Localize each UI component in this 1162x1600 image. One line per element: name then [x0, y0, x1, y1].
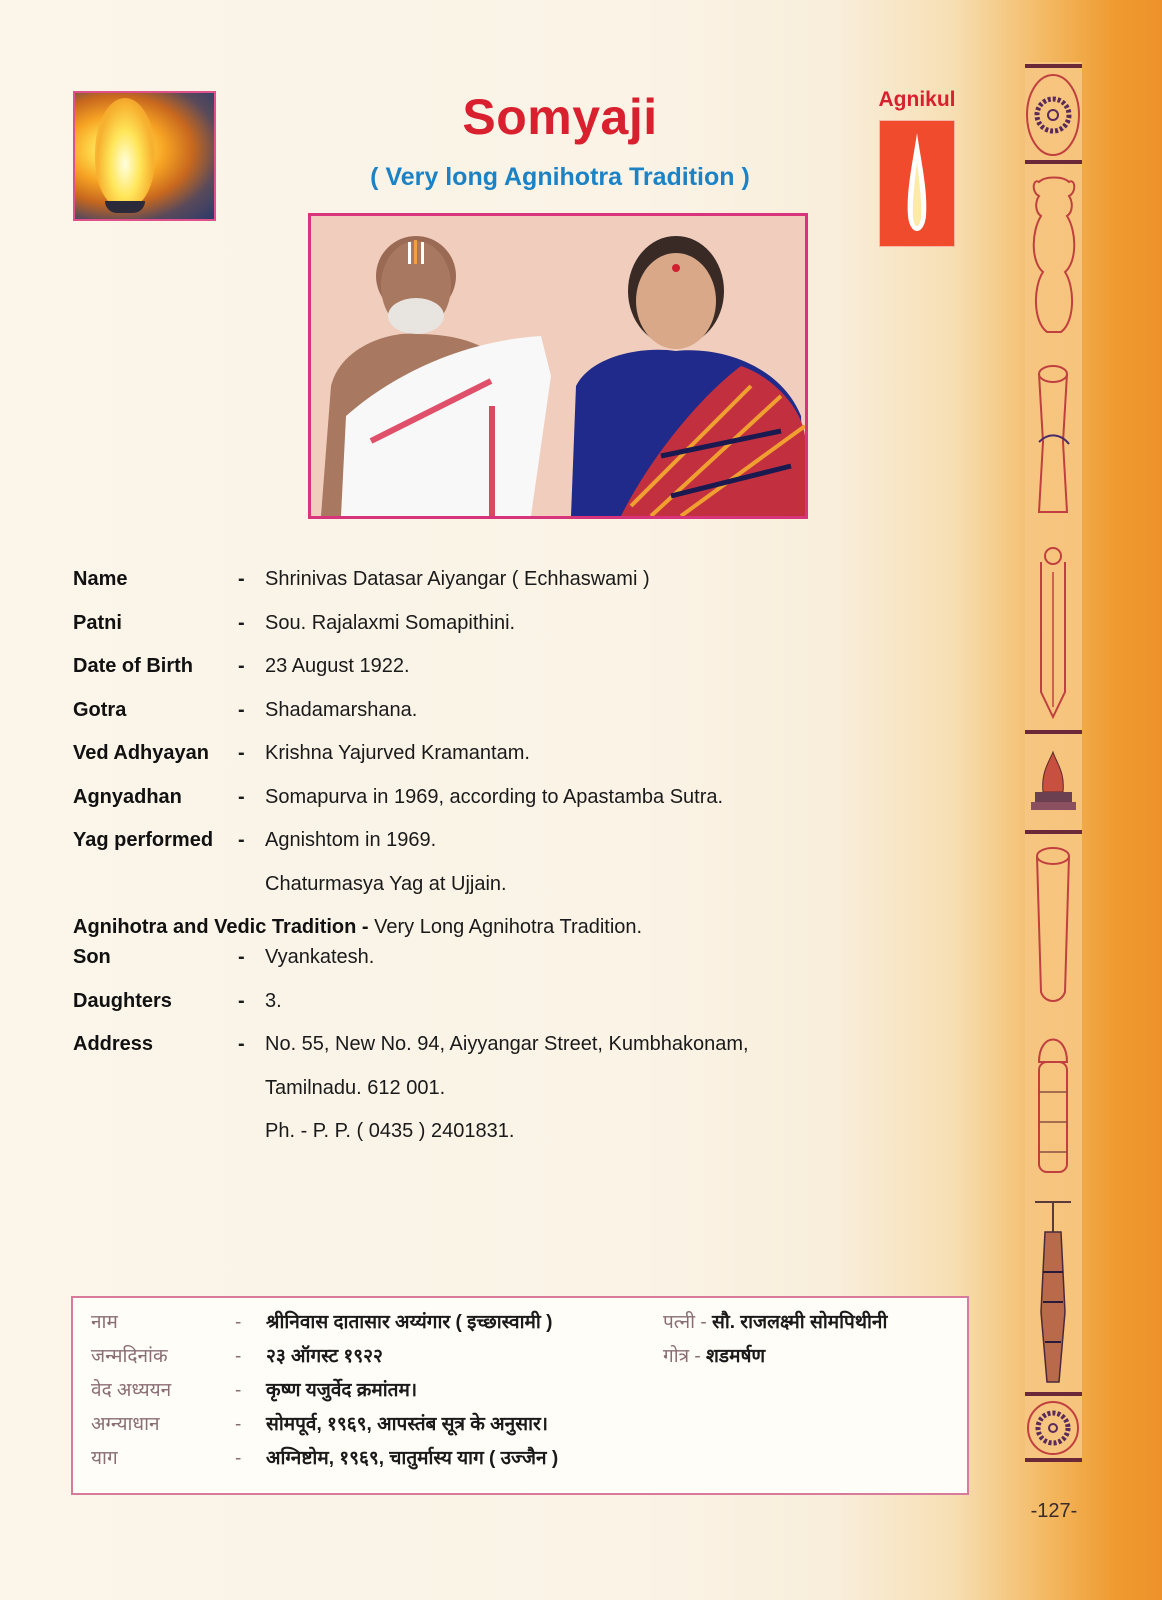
hindi-separator: -: [235, 1414, 242, 1435]
detail-label: Son: [73, 946, 111, 968]
detail-separator: -: [238, 655, 245, 677]
divider-bar: [1025, 730, 1082, 734]
page-number: -127-: [1030, 1500, 1078, 1522]
detail-separator: -: [238, 611, 245, 634]
fire-pot: [105, 201, 145, 213]
hindi-value: शडमर्षण: [706, 1346, 766, 1367]
hindi-value: अग्निष्टोम, १९६९, चातुर्मास्य याग ( उज्जैन ): [266, 1448, 559, 1469]
detail-label: Gotra: [73, 698, 127, 721]
sruk-ladle-icon: [1025, 542, 1082, 722]
hindi-label: जन्मदिनांक: [91, 1346, 168, 1367]
detail-value: Shrinivas Datasar Aiyangar ( Echhaswami ): [265, 568, 650, 590]
hindi-separator: -: [235, 1380, 242, 1401]
detail-label: Agnihotra and Vedic Tradition -: [73, 916, 369, 938]
detail-separator: -: [238, 698, 245, 721]
detail-value: Ph. - P. P. ( 0435 ) 2401831.: [265, 1120, 515, 1142]
page-title: Somyaji: [462, 89, 658, 145]
detail-label: Ved Adhyayan: [73, 742, 209, 764]
chakra-wheel-icon: [1025, 70, 1082, 160]
detail-label: Patni: [73, 611, 122, 634]
detail-value: Agnishtom in 1969.: [265, 829, 437, 851]
chakra-wheel-icon: [1025, 1400, 1082, 1456]
detail-value: Very Long Agnihotra Tradition.: [374, 916, 643, 938]
detail-label: Date of Birth: [73, 655, 193, 677]
couple-photo: [308, 213, 808, 519]
vessel-implement-icon: [1025, 172, 1082, 342]
detail-row-phone: [73, 1117, 833, 1161]
hindi-label: याग: [91, 1448, 118, 1469]
detail-label: Daughters: [73, 989, 172, 1012]
detail-row-yag-continued: [73, 870, 833, 914]
detail-row-daughters: [73, 987, 833, 1031]
detail-separator: -: [238, 989, 245, 1012]
hindi-label: पत्नी -: [663, 1312, 707, 1333]
detail-separator: -: [238, 568, 245, 590]
detail-row-tradition: [73, 913, 833, 943]
agnihotra-fire-photo: [73, 91, 216, 221]
divider-bar: [1025, 830, 1082, 834]
pestle-implement-icon: [1025, 1022, 1082, 1182]
hindi-separator: -: [235, 1448, 242, 1469]
detail-label: Name: [73, 568, 128, 590]
detail-value: Chaturmasya Yag at Ujjain.: [265, 872, 507, 895]
fire-altar-icon: [1025, 742, 1082, 822]
detail-value: 3.: [265, 989, 282, 1012]
divider-bar: [1025, 1458, 1082, 1462]
scroll-implement-icon: [1025, 362, 1082, 522]
hindi-value: सौ. राजलक्ष्मी सोमपिथीनी: [711, 1312, 888, 1333]
hindi-row-gotra: [663, 1340, 765, 1374]
divider-bar: [1025, 64, 1082, 68]
detail-value: Shadamarshana.: [265, 698, 418, 721]
churning-implement-icon: [1025, 1192, 1082, 1392]
detail-value: Vyankatesh.: [265, 946, 375, 968]
hindi-summary-box: [71, 1296, 969, 1495]
detail-separator: -: [238, 785, 245, 808]
detail-row-son: [73, 943, 833, 987]
hindi-separator: -: [235, 1346, 242, 1367]
hindi-label: नाम: [91, 1312, 118, 1333]
detail-separator: -: [238, 829, 245, 851]
hindi-value: कृष्ण यजुर्वेद क्रमांतम।: [266, 1380, 418, 1401]
details-list: [73, 565, 833, 1161]
detail-row-agnyadhan: [73, 783, 833, 827]
divider-bar: [1025, 1392, 1082, 1396]
hindi-label: गोत्र -: [663, 1346, 701, 1367]
agnikul-flame-icon: [879, 120, 955, 247]
detail-row-address-line2: [73, 1074, 833, 1118]
detail-row-ved-adhyayan: [73, 739, 833, 783]
divider-bar: [1025, 160, 1082, 164]
hindi-value: सोमपूर्व, १९६९, आपस्तंब सूत्र के अनुसार।: [266, 1414, 548, 1435]
hindi-label: वेद अध्ययन: [91, 1380, 172, 1401]
detail-row-dob: [73, 652, 833, 696]
hindi-separator: -: [235, 1312, 242, 1333]
detail-row-name: [73, 565, 833, 609]
detail-value: Krishna Yajurved Kramantam.: [265, 742, 530, 764]
cylinder-implement-icon: [1025, 842, 1082, 1012]
detail-row-yag-performed: [73, 826, 833, 870]
detail-label: Address: [73, 1033, 154, 1055]
hindi-value: २३ ऑगस्ट १९२२: [266, 1346, 383, 1367]
detail-row-patni: [73, 609, 833, 653]
detail-value: Sou. Rajalaxmi Somapithini.: [265, 611, 516, 634]
detail-value: 23 August 1922.: [265, 655, 410, 677]
detail-separator: -: [238, 946, 245, 968]
detail-separator: -: [238, 742, 245, 764]
detail-label: Yag performed: [73, 829, 214, 851]
detail-value: Somapurva in 1969, according to Apastamba Sutra.: [265, 785, 724, 808]
detail-value: Tamilnadu. 612 001.: [265, 1076, 446, 1099]
detail-row-gotra: [73, 696, 833, 740]
detail-value: No. 55, New No. 94, Aiyyangar Street, Kumbhakonam,: [265, 1033, 749, 1055]
hindi-value: श्रीनिवास दातासार अय्यंगार ( इच्छास्वामी ): [266, 1312, 553, 1333]
page-subtitle: ( Very long Agnihotra Tradition ): [370, 163, 750, 191]
hindi-row-patni: [663, 1306, 887, 1340]
detail-label: Agnyadhan: [73, 785, 182, 808]
detail-separator: -: [238, 1033, 245, 1055]
hindi-label: अग्न्याधान: [91, 1414, 160, 1435]
ornamental-side-strip: [1025, 62, 1082, 1462]
detail-row-address: [73, 1030, 833, 1074]
kul-label: Agnikul: [878, 88, 956, 111]
fire-flame: [95, 98, 155, 208]
